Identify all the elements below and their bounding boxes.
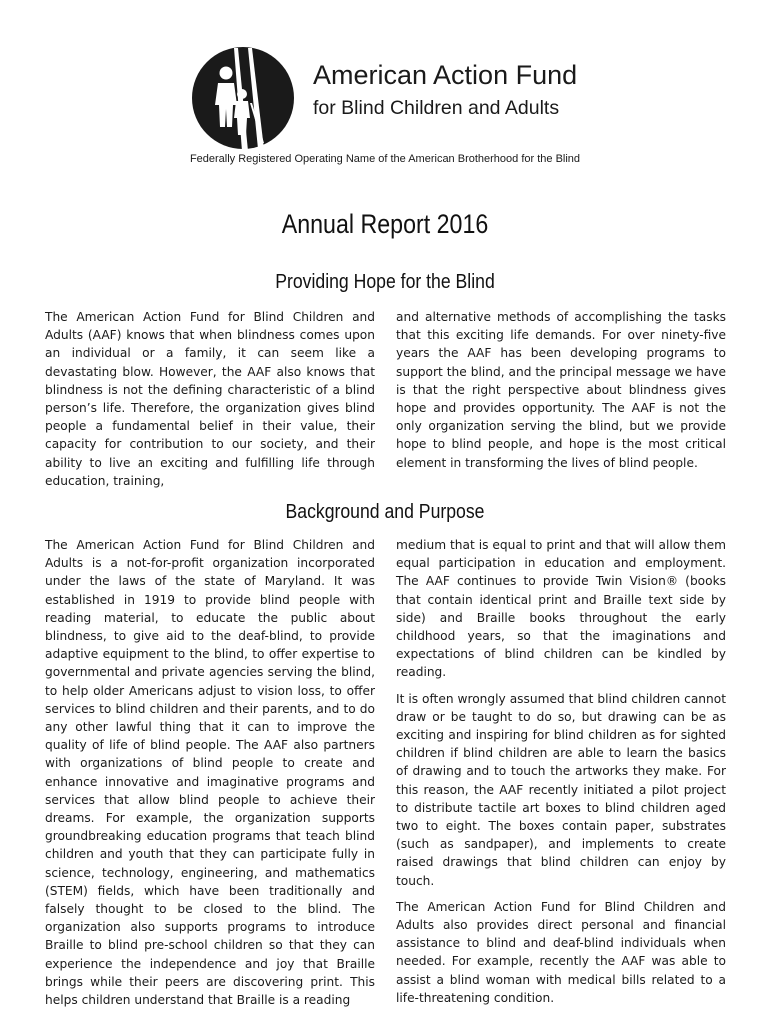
paragraph: It is often wrongly assumed that blind children cannot draw or be taught to do so, but drawing can be as exciting and inspiring for blind children as for sighted children if blind children are able to learn the basics of drawing and to touch the artworks they make. For this reason, the AAF recently initiated a pilot project to distribute tactile art boxes to blind children aged two to eight. The boxes contain paper, substrates (such as sandpaper), and implements to create raised drawings that blind children can enjoy by touch. [396, 691, 726, 888]
aaf-logo-icon [190, 45, 296, 151]
section-background-left-column [45, 536, 375, 1017]
report-title: Annual Report 2016 [281, 209, 489, 239]
paragraph: and alternative methods of accomplishing the tasks that this exciting life demands. For over ninety-five years the AAF has been developing programs to support the blind, and the principal message we have is that the right perspective about blindness gives hope and provides opportunity. The AAF is not the only organization serving the blind, but we provide hope to blind people, and hope is the most critical element in transforming the lives of blind people. [396, 310, 726, 470]
paragraph: The American Action Fund for Blind Children and Adults (AAF) knows that when blindness comes upon an individual or a family, it can seem like a devastating blow. However, the AAF also knows that blindness is not the defining characteristic of a blind person’s life. Therefore, the organization gives blind people a fundamental belief in their value, their capacity for contribution to our society, and their ability to live an exciting and fulfilling life through education, training, [45, 310, 375, 488]
section-hope-right-column [396, 308, 726, 480]
section-hope-left-column [45, 308, 375, 498]
paragraph: medium that is equal to print and that will allow them equal participation in education and employment. The AAF continues to provide Twin Vision® (books that contain identical print and Braille text side by side) and Braille books throughout the early childhood years, so that the imaginations and expectations of blind children can be kindled by reading. [396, 538, 726, 680]
section-heading-background: Background and Purpose [285, 500, 485, 523]
paragraph: The American Action Fund for Blind Children and Adults is a not-for-profit organization incorporated under the laws of the state of Maryland. It was established in 1919 to provide blind people with reading material, to educate the public about blindness, to give aid to the deaf-blind, to provide adaptive equipment to the blind, to offer expertise to governmental and private agencies serving the blind, to help older Americans adjust to vision loss, to offer services to blind children and their parents, and to do any other lawful thing that it can to improve the quality of life of blind people. The AAF also partners with organizations of blind people to create and enhance innovative and imaginative programs and services that allow blind people to achieve their dreams. For example, the organization supports groundbreaking education programs that teach blind children and youth that they can participate fully in science, technology, engineering, and mathematics (STEM) fields, which have been traditionally and falsely thought to be closed to the blind. The organization also supports programs to introduce Braille to blind pre-school children so that they can experience the independence and joy that Braille brings while their peers are discovering print. This helps children understand that Braille is a reading [45, 538, 375, 1008]
section-background-right-column [396, 536, 726, 1015]
org-name: American Action Fund [313, 60, 578, 90]
org-subtitle: for Blind Children and Adults [313, 97, 560, 119]
section-heading-hope: Providing Hope for the Blind [275, 270, 495, 293]
tagline: Federally Registered Operating Name of the American Brotherhood for the Blind [189, 153, 581, 165]
paragraph: The American Action Fund for Blind Children and Adults also provides direct personal and financial assistance to blind and deaf-blind individuals when needed. For example, recently the AAF was able to assist a blind woman with medical bills related to a life-threatening condition. [396, 899, 726, 1005]
